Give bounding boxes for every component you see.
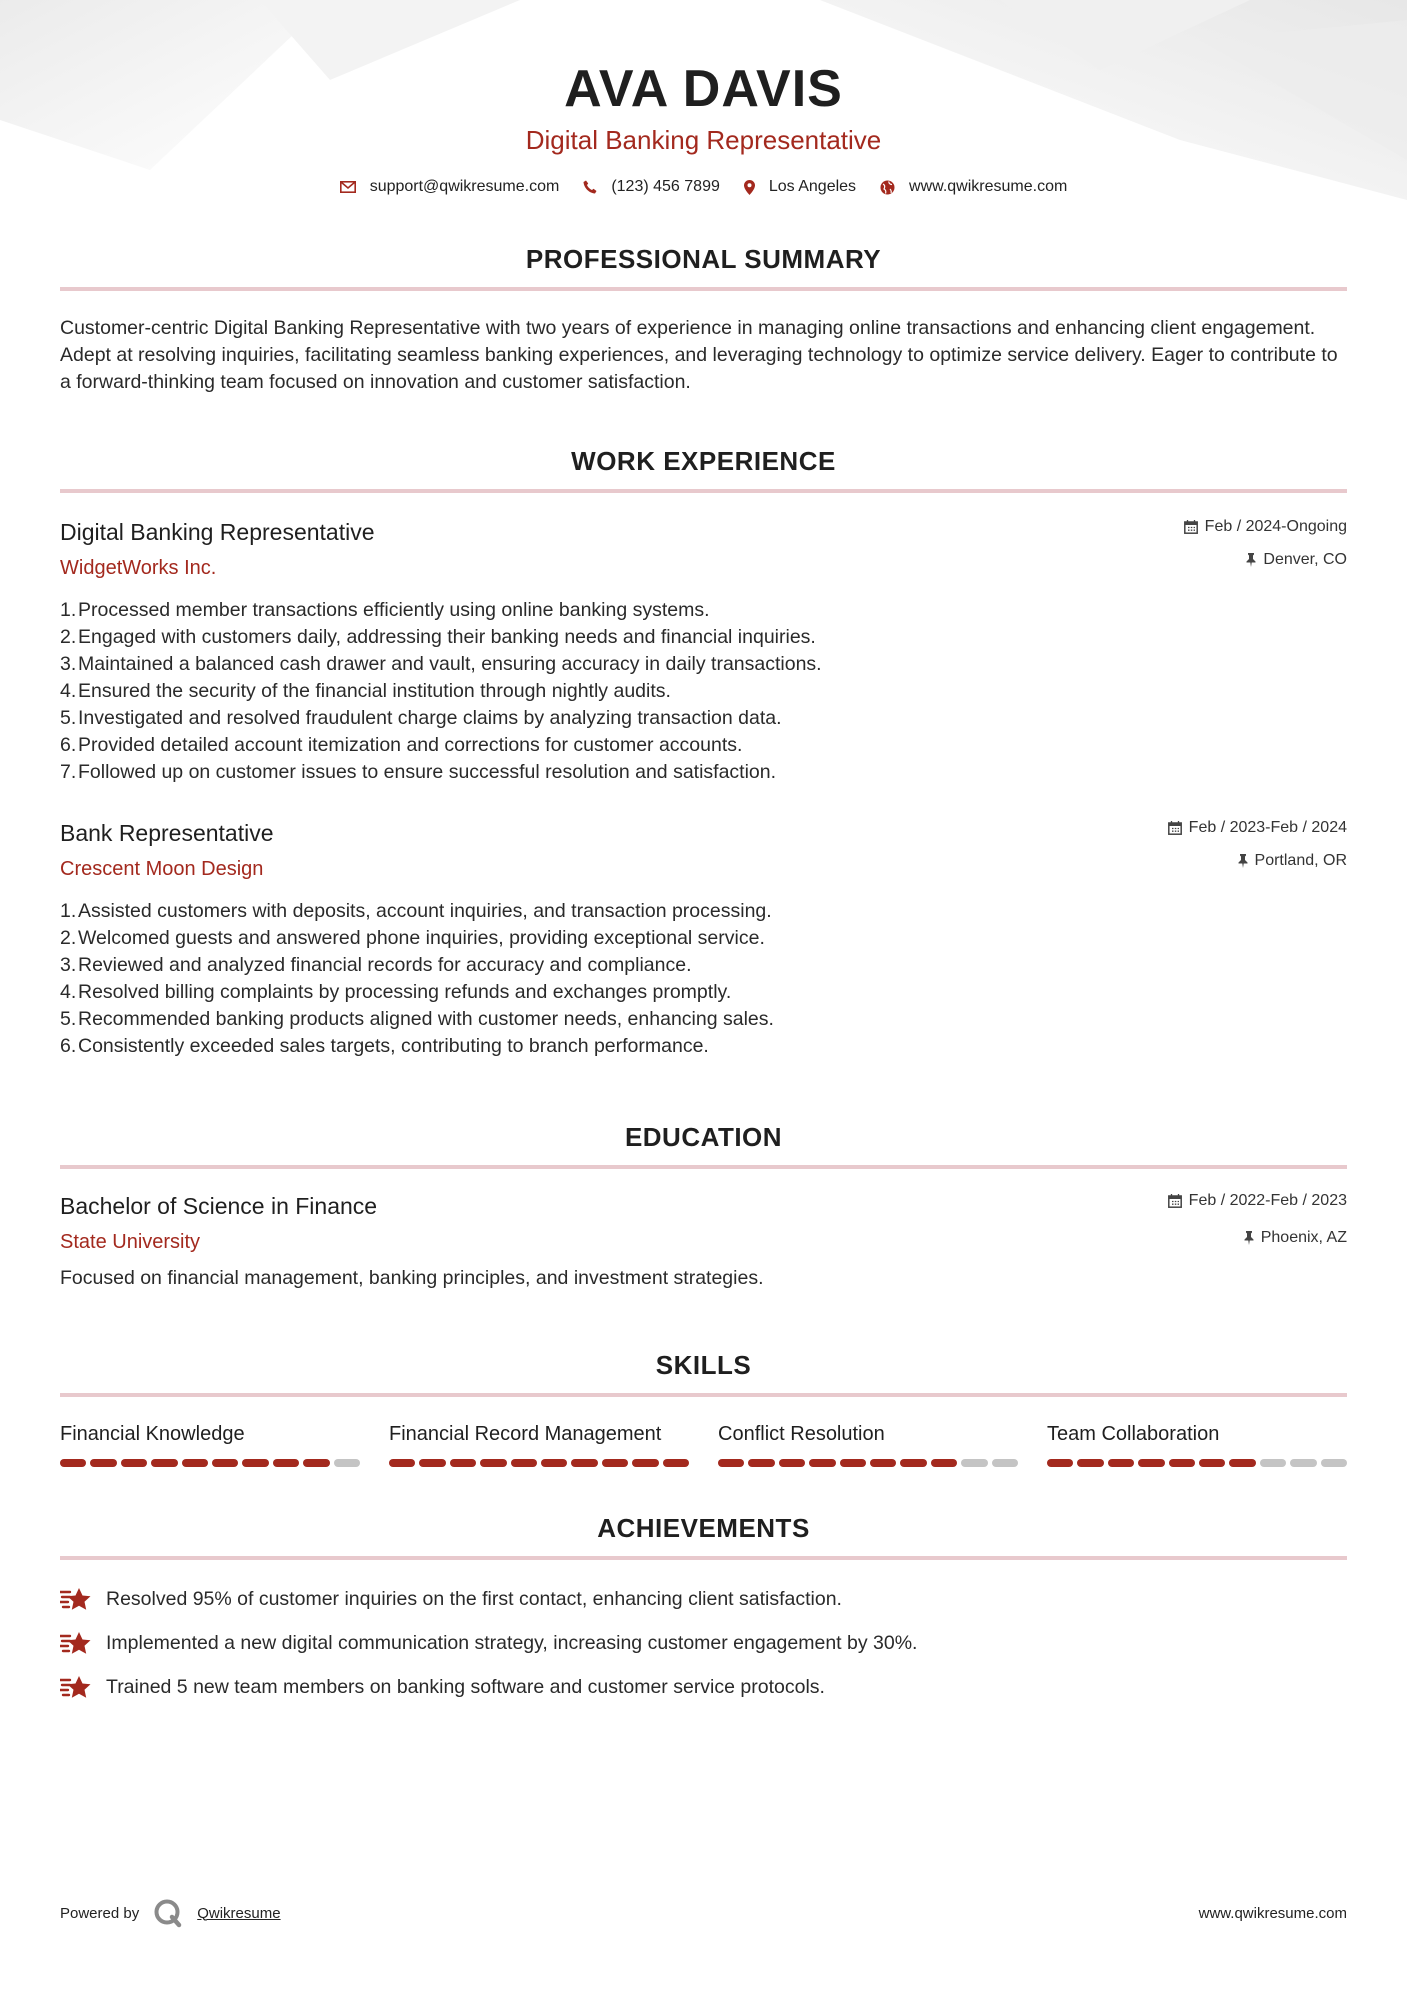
education-dates: Feb / 2022-Feb / 2023 xyxy=(1188,1192,1347,1209)
skill-segment-filled xyxy=(1169,1459,1195,1467)
skill-segment-filled xyxy=(60,1459,86,1467)
job-dates: Feb / 2023-Feb / 2024 xyxy=(1188,819,1347,836)
skill-level-bar xyxy=(718,1459,1018,1467)
footer-website[interactable]: www.qwikresume.com xyxy=(1198,1904,1347,1922)
skill-item xyxy=(389,1421,689,1467)
skill-item xyxy=(718,1421,1018,1467)
globe-icon xyxy=(880,180,895,195)
skill-segment-filled xyxy=(1077,1459,1103,1467)
skill-item xyxy=(60,1421,360,1467)
skill-segment-filled xyxy=(541,1459,567,1467)
envelope-icon xyxy=(340,181,356,193)
job-duties-list xyxy=(60,898,1347,1060)
skill-segment-filled xyxy=(632,1459,658,1467)
list-item: 6. Consistently exceeded sales targets, contributing to branch performance. xyxy=(60,1035,709,1057)
skill-segment-filled xyxy=(748,1459,774,1467)
job-entry xyxy=(60,818,1347,1060)
skill-name: Financial Knowledge xyxy=(60,1423,245,1445)
list-item: 5. Recommended banking products aligned with customer needs, enhancing sales. xyxy=(60,1008,774,1030)
star-icon xyxy=(60,1675,92,1701)
job-entry xyxy=(60,517,1347,786)
list-item: 2. Welcomed guests and answered phone inquiries, providing exceptional service. xyxy=(60,927,765,949)
phone-icon xyxy=(583,180,597,194)
contact-bar xyxy=(60,178,1347,196)
achievement-item xyxy=(60,1674,1347,1701)
list-item: 6. Provided detailed account itemization and corrections for customer accounts. xyxy=(60,734,743,756)
skill-segment-filled xyxy=(1199,1459,1225,1467)
achievements-list xyxy=(60,1586,1347,1701)
achievement-text: Trained 5 new team members on banking software and customer service protocols. xyxy=(106,1676,825,1698)
skill-item xyxy=(1047,1421,1347,1467)
work-experience-heading: WORK EXPERIENCE xyxy=(60,446,1347,493)
phone-text: (123) 456 7899 xyxy=(611,178,720,195)
education-description: Focused on financial management, banking principles, and investment strategies. xyxy=(60,1267,764,1289)
skill-segment-filled xyxy=(571,1459,597,1467)
achievement-text: Implemented a new digital communication strategy, increasing customer engagement by 30%. xyxy=(106,1632,918,1654)
skill-segment-filled xyxy=(602,1459,628,1467)
achievement-item xyxy=(60,1586,1347,1613)
candidate-title: Digital Banking Representative xyxy=(525,125,882,155)
contact-email[interactable] xyxy=(340,178,560,196)
calendar-icon xyxy=(1168,1194,1182,1208)
website-text: www.qwikresume.com xyxy=(909,178,1068,195)
list-item: 2. Engaged with customers daily, addressing their banking needs and financial inquiries. xyxy=(60,626,816,648)
education-entry xyxy=(60,1191,1347,1292)
skill-segment-filled xyxy=(1108,1459,1134,1467)
list-item: 3. Maintained a balanced cash drawer and vault, ensuring accuracy in daily transactions. xyxy=(60,653,822,675)
candidate-name: AVA DAVIS xyxy=(564,60,843,118)
skill-segment-filled xyxy=(663,1459,689,1467)
skill-segment-filled xyxy=(90,1459,116,1467)
job-title: Bank Representative xyxy=(60,820,274,846)
job-company: Crescent Moon Design xyxy=(60,858,264,880)
summary-text: Customer-centric Digital Banking Representative with two years of experience in managing online transactions and enhancing client engagement. Adept at resolving inquiries, facilitating seamless banking experiences, and leveraging technology to optimize service delivery. Eager to contribute to a forward-thinking team focused on innovation and customer satisfaction. xyxy=(60,317,1338,393)
skill-segment-filled xyxy=(480,1459,506,1467)
email-text: support@qwikresume.com xyxy=(369,178,560,195)
skill-segment-empty xyxy=(1321,1459,1347,1467)
contact-website[interactable] xyxy=(880,178,1067,196)
pushpin-icon xyxy=(1246,553,1256,567)
pushpin-icon xyxy=(1238,854,1248,868)
skill-name: Financial Record Management xyxy=(389,1423,662,1445)
skill-segment-filled xyxy=(718,1459,744,1467)
skill-segment-empty xyxy=(334,1459,360,1467)
qwikresume-logo-icon xyxy=(153,1898,183,1928)
job-dates: Feb / 2024-Ongoing xyxy=(1204,518,1347,535)
job-location: Denver, CO xyxy=(1263,551,1347,568)
skill-segment-filled xyxy=(809,1459,835,1467)
job-duties-list xyxy=(60,597,1347,786)
summary-heading: PROFESSIONAL SUMMARY xyxy=(60,244,1347,291)
star-icon xyxy=(60,1587,92,1613)
contact-phone[interactable] xyxy=(583,178,720,196)
pushpin-icon xyxy=(1244,1231,1254,1245)
skill-segment-filled xyxy=(870,1459,896,1467)
achievement-item xyxy=(60,1630,1347,1657)
skill-segment-filled xyxy=(900,1459,926,1467)
skill-segment-filled xyxy=(151,1459,177,1467)
list-item: 1. Assisted customers with deposits, account inquiries, and transaction processing. xyxy=(60,900,772,922)
skills-heading: SKILLS xyxy=(60,1350,1347,1397)
list-item: 4. Resolved billing complaints by processing refunds and exchanges promptly. xyxy=(60,981,732,1003)
skill-segment-filled xyxy=(779,1459,805,1467)
location-text: Los Angeles xyxy=(768,178,857,195)
powered-by-label: Powered by xyxy=(60,1904,140,1922)
resume-header xyxy=(60,0,1347,196)
skill-segment-filled xyxy=(1047,1459,1073,1467)
school-name: State University xyxy=(60,1231,201,1253)
skill-segment-filled xyxy=(931,1459,957,1467)
skill-level-bar xyxy=(1047,1459,1347,1467)
job-location: Portland, OR xyxy=(1254,852,1347,869)
calendar-icon xyxy=(1184,520,1198,534)
skill-segment-filled xyxy=(212,1459,238,1467)
calendar-icon xyxy=(1168,821,1182,835)
education-location: Phoenix, AZ xyxy=(1260,1229,1347,1246)
contact-location xyxy=(744,178,856,196)
skill-name: Team Collaboration xyxy=(1047,1423,1220,1445)
star-icon xyxy=(60,1631,92,1657)
achievement-text: Resolved 95% of customer inquiries on the first contact, enhancing client satisfaction. xyxy=(106,1588,842,1610)
skill-segment-filled xyxy=(1229,1459,1255,1467)
skill-segment-filled xyxy=(273,1459,299,1467)
skill-segment-filled xyxy=(389,1459,415,1467)
skill-segment-filled xyxy=(419,1459,445,1467)
skill-level-bar xyxy=(60,1459,360,1467)
job-company: WidgetWorks Inc. xyxy=(60,557,217,579)
skill-level-bar xyxy=(389,1459,689,1467)
skill-segment-filled xyxy=(121,1459,147,1467)
skills-list xyxy=(60,1421,1347,1467)
skill-name: Conflict Resolution xyxy=(718,1423,885,1445)
skill-segment-filled xyxy=(1138,1459,1164,1467)
skill-segment-filled xyxy=(511,1459,537,1467)
skill-segment-empty xyxy=(1290,1459,1316,1467)
list-item: 7. Followed up on customer issues to ensure successful resolution and satisfaction. xyxy=(60,761,777,783)
skill-segment-filled xyxy=(450,1459,476,1467)
list-item: 3. Reviewed and analyzed financial records for accuracy and compliance. xyxy=(60,954,692,976)
skill-segment-empty xyxy=(961,1459,987,1467)
skill-segment-filled xyxy=(242,1459,268,1467)
map-pin-icon xyxy=(744,180,755,195)
education-heading: EDUCATION xyxy=(60,1122,1347,1169)
skill-segment-empty xyxy=(1260,1459,1286,1467)
job-title: Digital Banking Representative xyxy=(60,519,375,545)
qwikresume-link[interactable]: Qwikresume xyxy=(197,1904,281,1922)
page-footer xyxy=(60,1898,1347,1928)
list-item: 5. Investigated and resolved fraudulent charge claims by analyzing transaction data. xyxy=(60,707,782,729)
list-item: 1. Processed member transactions efficiently using online banking systems. xyxy=(60,599,710,621)
skill-segment-filled xyxy=(182,1459,208,1467)
achievements-heading: ACHIEVEMENTS xyxy=(60,1513,1347,1560)
skill-segment-empty xyxy=(992,1459,1018,1467)
list-item: 4. Ensured the security of the financial institution through nightly audits. xyxy=(60,680,671,702)
skill-segment-filled xyxy=(840,1459,866,1467)
degree-title: Bachelor of Science in Finance xyxy=(60,1193,378,1219)
skill-segment-filled xyxy=(303,1459,329,1467)
